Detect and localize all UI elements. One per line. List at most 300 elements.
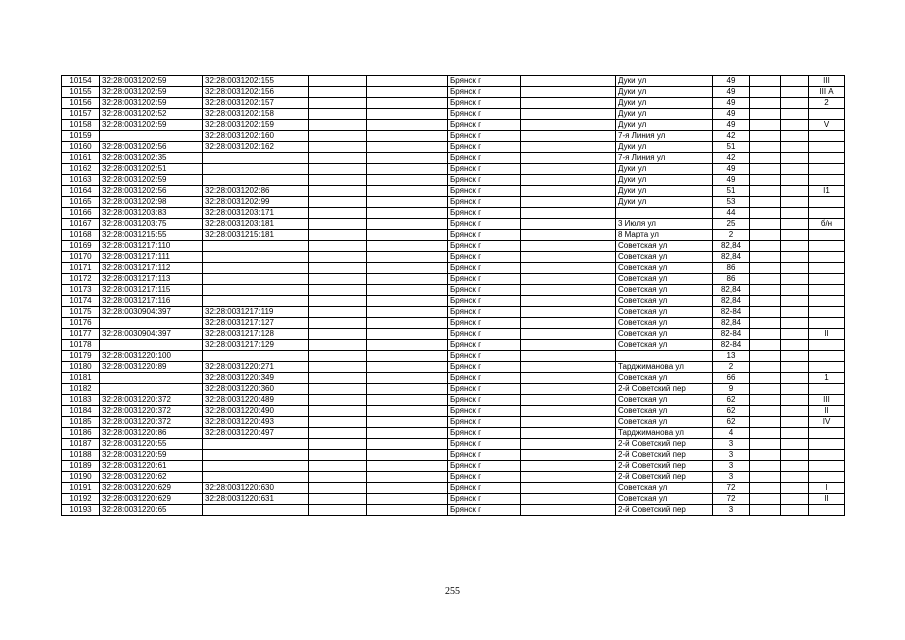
table-row bbox=[62, 87, 845, 98]
table-cell bbox=[809, 230, 845, 241]
table-cell: 32:28:0031220:372 bbox=[100, 395, 203, 406]
table-cell bbox=[367, 274, 448, 285]
table-cell: 32:28:0030904:397 bbox=[100, 329, 203, 340]
table-cell bbox=[781, 142, 809, 153]
table-cell bbox=[100, 384, 203, 395]
table-cell: 32:28:0031217:115 bbox=[100, 285, 203, 296]
table-cell bbox=[367, 384, 448, 395]
table-cell bbox=[809, 472, 845, 483]
table-cell bbox=[309, 153, 367, 164]
table-cell bbox=[781, 219, 809, 230]
table-cell: Советская ул bbox=[616, 285, 713, 296]
table-cell: Брянск г bbox=[448, 76, 521, 87]
table-row bbox=[62, 362, 845, 373]
table-cell: Брянск г bbox=[448, 241, 521, 252]
table-cell bbox=[309, 252, 367, 263]
table-cell: 32:28:0031217:129 bbox=[203, 340, 309, 351]
table-cell: 32:28:0031203:75 bbox=[100, 219, 203, 230]
table-cell bbox=[750, 98, 781, 109]
table-cell: 3 bbox=[713, 472, 750, 483]
table-cell: 25 bbox=[713, 219, 750, 230]
table-row bbox=[62, 395, 845, 406]
table-cell bbox=[809, 263, 845, 274]
table-cell bbox=[809, 439, 845, 450]
table-cell: 10184 bbox=[62, 406, 100, 417]
table-cell bbox=[781, 329, 809, 340]
table-cell: Советская ул bbox=[616, 494, 713, 505]
table-cell bbox=[809, 340, 845, 351]
table-cell: 49 bbox=[713, 87, 750, 98]
table-cell bbox=[309, 241, 367, 252]
table-cell bbox=[521, 142, 616, 153]
table-cell bbox=[309, 186, 367, 197]
table-cell bbox=[367, 241, 448, 252]
table-cell: 32:28:0031220:372 bbox=[100, 406, 203, 417]
table-cell bbox=[367, 87, 448, 98]
table-cell bbox=[521, 131, 616, 142]
table-cell: I1 bbox=[809, 186, 845, 197]
table-cell bbox=[367, 483, 448, 494]
table-cell bbox=[367, 109, 448, 120]
table-cell: 3 bbox=[713, 461, 750, 472]
table-cell bbox=[309, 98, 367, 109]
table-row bbox=[62, 373, 845, 384]
table-cell: 2-й Советский пер bbox=[616, 505, 713, 516]
table-cell: 10172 bbox=[62, 274, 100, 285]
table-cell bbox=[521, 373, 616, 384]
table-cell: б/н bbox=[809, 219, 845, 230]
table-cell bbox=[750, 175, 781, 186]
table-cell bbox=[309, 197, 367, 208]
table-cell: 10185 bbox=[62, 417, 100, 428]
table-cell bbox=[809, 164, 845, 175]
table-row bbox=[62, 461, 845, 472]
table-cell: 32:28:0031202:98 bbox=[100, 197, 203, 208]
table-cell: 2-й Советский пер bbox=[616, 384, 713, 395]
table-cell: 32:28:0031220:631 bbox=[203, 494, 309, 505]
table-cell: Советская ул bbox=[616, 340, 713, 351]
table-cell bbox=[367, 307, 448, 318]
table-cell bbox=[521, 439, 616, 450]
table-cell bbox=[203, 472, 309, 483]
table-cell: 32:28:0031202:35 bbox=[100, 153, 203, 164]
table-cell bbox=[203, 153, 309, 164]
table-row bbox=[62, 472, 845, 483]
table-cell bbox=[781, 450, 809, 461]
table-cell bbox=[521, 263, 616, 274]
table-cell: 62 bbox=[713, 395, 750, 406]
table-cell bbox=[521, 296, 616, 307]
table-cell: Дуки ул bbox=[616, 186, 713, 197]
table-cell: 10193 bbox=[62, 505, 100, 516]
table-cell bbox=[309, 285, 367, 296]
table-cell: Советская ул bbox=[616, 241, 713, 252]
table-cell bbox=[781, 296, 809, 307]
table-cell bbox=[781, 87, 809, 98]
table-cell bbox=[781, 428, 809, 439]
table-cell bbox=[521, 472, 616, 483]
table-cell: 3 bbox=[713, 439, 750, 450]
table-cell: 10186 bbox=[62, 428, 100, 439]
table-cell: 2 bbox=[713, 362, 750, 373]
table-cell bbox=[521, 252, 616, 263]
table-cell: 32:28:0031217:128 bbox=[203, 329, 309, 340]
table-cell bbox=[781, 263, 809, 274]
table-cell bbox=[750, 197, 781, 208]
table-cell bbox=[309, 351, 367, 362]
table-cell: 82,84 bbox=[713, 296, 750, 307]
table-cell bbox=[781, 417, 809, 428]
table-cell: 32:28:0031202:155 bbox=[203, 76, 309, 87]
table-cell: 1 bbox=[809, 373, 845, 384]
table-cell bbox=[616, 351, 713, 362]
table-cell bbox=[203, 274, 309, 285]
table-cell bbox=[781, 153, 809, 164]
table-cell bbox=[203, 351, 309, 362]
table-cell bbox=[203, 439, 309, 450]
table-cell bbox=[809, 241, 845, 252]
table-cell bbox=[100, 373, 203, 384]
table-row bbox=[62, 263, 845, 274]
table-row bbox=[62, 142, 845, 153]
table-cell bbox=[367, 219, 448, 230]
table-cell: 66 bbox=[713, 373, 750, 384]
table-cell: 82,84 bbox=[713, 252, 750, 263]
table-cell bbox=[309, 417, 367, 428]
table-cell: Брянск г bbox=[448, 307, 521, 318]
table-cell bbox=[781, 109, 809, 120]
table-row bbox=[62, 98, 845, 109]
table-cell bbox=[521, 351, 616, 362]
table-cell: Брянск г bbox=[448, 208, 521, 219]
table-cell bbox=[750, 505, 781, 516]
table-cell: Брянск г bbox=[448, 395, 521, 406]
table-cell bbox=[809, 296, 845, 307]
table-cell bbox=[309, 472, 367, 483]
table-cell: 10182 bbox=[62, 384, 100, 395]
table-cell bbox=[809, 142, 845, 153]
table-cell bbox=[781, 252, 809, 263]
table-cell: 10179 bbox=[62, 351, 100, 362]
table-cell bbox=[781, 439, 809, 450]
table-cell bbox=[367, 153, 448, 164]
table-cell: 44 bbox=[713, 208, 750, 219]
table-cell: 10183 bbox=[62, 395, 100, 406]
table-cell bbox=[750, 241, 781, 252]
table-cell: Дуки ул bbox=[616, 197, 713, 208]
table-cell bbox=[521, 329, 616, 340]
table-cell: 32:28:0031202:56 bbox=[100, 186, 203, 197]
table-cell: 32:28:0031220:349 bbox=[203, 373, 309, 384]
table-cell bbox=[367, 428, 448, 439]
table-cell bbox=[100, 340, 203, 351]
table-cell: 86 bbox=[713, 274, 750, 285]
table-cell: 3 bbox=[713, 505, 750, 516]
table-cell: 32:28:0031202:59 bbox=[100, 175, 203, 186]
table-cell bbox=[521, 318, 616, 329]
table-cell bbox=[367, 362, 448, 373]
table-cell: Дуки ул bbox=[616, 87, 713, 98]
table-row bbox=[62, 406, 845, 417]
table-row bbox=[62, 351, 845, 362]
table-cell bbox=[367, 472, 448, 483]
table-cell bbox=[521, 164, 616, 175]
table-cell: 51 bbox=[713, 142, 750, 153]
table-cell: Брянск г bbox=[448, 109, 521, 120]
table-cell bbox=[521, 428, 616, 439]
table-cell: II bbox=[809, 494, 845, 505]
table-cell bbox=[521, 175, 616, 186]
table-row bbox=[62, 219, 845, 230]
table-cell bbox=[750, 296, 781, 307]
table-cell: 32:28:0031215:55 bbox=[100, 230, 203, 241]
table-cell: Брянск г bbox=[448, 87, 521, 98]
table-cell: III bbox=[809, 395, 845, 406]
table-cell: Брянск г bbox=[448, 186, 521, 197]
table-cell bbox=[750, 318, 781, 329]
table-cell bbox=[521, 87, 616, 98]
table-cell bbox=[367, 208, 448, 219]
table-cell bbox=[521, 120, 616, 131]
table-cell bbox=[750, 494, 781, 505]
table-row bbox=[62, 186, 845, 197]
table-cell bbox=[367, 373, 448, 384]
table-cell: 10177 bbox=[62, 329, 100, 340]
table-cell: 32:28:0031202:99 bbox=[203, 197, 309, 208]
table-cell: I bbox=[809, 483, 845, 494]
table-cell bbox=[750, 164, 781, 175]
table-cell bbox=[521, 76, 616, 87]
table-cell: 13 bbox=[713, 351, 750, 362]
table-cell: 72 bbox=[713, 494, 750, 505]
table-cell bbox=[309, 384, 367, 395]
table-cell: Дуки ул bbox=[616, 164, 713, 175]
table-cell: 2-й Советский пер bbox=[616, 461, 713, 472]
table-row bbox=[62, 450, 845, 461]
table-cell: 42 bbox=[713, 153, 750, 164]
table-cell: Дуки ул bbox=[616, 120, 713, 131]
table-row bbox=[62, 428, 845, 439]
table-cell: 10169 bbox=[62, 241, 100, 252]
table-cell: 32:28:0031202:162 bbox=[203, 142, 309, 153]
table-cell: Советская ул bbox=[616, 373, 713, 384]
table-cell: Брянск г bbox=[448, 263, 521, 274]
table-cell: 49 bbox=[713, 98, 750, 109]
table-cell: Советская ул bbox=[616, 296, 713, 307]
table-cell: Брянск г bbox=[448, 373, 521, 384]
table-cell: Брянск г bbox=[448, 461, 521, 472]
table-cell bbox=[781, 395, 809, 406]
table-cell bbox=[750, 230, 781, 241]
table-cell bbox=[809, 384, 845, 395]
table-row bbox=[62, 252, 845, 263]
table-row bbox=[62, 197, 845, 208]
table-cell bbox=[521, 285, 616, 296]
table-cell bbox=[750, 219, 781, 230]
table-cell: Брянск г bbox=[448, 472, 521, 483]
table-cell bbox=[781, 131, 809, 142]
table-cell bbox=[781, 175, 809, 186]
table-cell bbox=[309, 505, 367, 516]
table-cell: 10161 bbox=[62, 153, 100, 164]
table-cell: Брянск г bbox=[448, 153, 521, 164]
table-cell: 10190 bbox=[62, 472, 100, 483]
table-cell: 10167 bbox=[62, 219, 100, 230]
table-cell: 82-84 bbox=[713, 307, 750, 318]
table-cell: Брянск г bbox=[448, 175, 521, 186]
table-cell bbox=[750, 252, 781, 263]
table-cell bbox=[750, 307, 781, 318]
table-cell bbox=[781, 197, 809, 208]
table-row bbox=[62, 164, 845, 175]
table-cell: 10174 bbox=[62, 296, 100, 307]
table-cell bbox=[521, 395, 616, 406]
table-row bbox=[62, 285, 845, 296]
table-cell: 10173 bbox=[62, 285, 100, 296]
table-cell: 32:28:0031220:490 bbox=[203, 406, 309, 417]
table-cell bbox=[750, 153, 781, 164]
table-cell bbox=[781, 120, 809, 131]
table-cell: 10187 bbox=[62, 439, 100, 450]
table-cell bbox=[750, 329, 781, 340]
table-cell: Брянск г bbox=[448, 120, 521, 131]
table-cell bbox=[781, 230, 809, 241]
table-cell: 32:28:0031220:55 bbox=[100, 439, 203, 450]
table-cell: 10157 bbox=[62, 109, 100, 120]
table-cell: 32:28:0031217:113 bbox=[100, 274, 203, 285]
table-cell bbox=[309, 76, 367, 87]
table-cell bbox=[809, 109, 845, 120]
table-row bbox=[62, 318, 845, 329]
table-cell bbox=[309, 142, 367, 153]
table-cell bbox=[203, 263, 309, 274]
table-cell bbox=[203, 241, 309, 252]
table-cell bbox=[309, 263, 367, 274]
table-cell: Брянск г bbox=[448, 505, 521, 516]
table-cell bbox=[309, 296, 367, 307]
table-cell bbox=[309, 406, 367, 417]
table-cell bbox=[309, 362, 367, 373]
table-cell bbox=[367, 131, 448, 142]
table-cell: 10188 bbox=[62, 450, 100, 461]
table-cell bbox=[809, 285, 845, 296]
table-cell bbox=[750, 439, 781, 450]
table-cell: 32:28:0031220:62 bbox=[100, 472, 203, 483]
table-cell bbox=[309, 373, 367, 384]
table-cell bbox=[750, 131, 781, 142]
table-cell: 10168 bbox=[62, 230, 100, 241]
table-cell: 32:28:0031202:59 bbox=[100, 120, 203, 131]
table-cell bbox=[521, 241, 616, 252]
table-cell: 2-й Советский пер bbox=[616, 450, 713, 461]
table-cell bbox=[809, 362, 845, 373]
table-cell bbox=[367, 329, 448, 340]
table-cell: 32:28:0031203:171 bbox=[203, 208, 309, 219]
table-cell: 2 bbox=[809, 98, 845, 109]
table-cell: Советская ул bbox=[616, 417, 713, 428]
table-cell bbox=[367, 318, 448, 329]
table-cell: Советская ул bbox=[616, 274, 713, 285]
table-cell: 82-84 bbox=[713, 340, 750, 351]
table-cell bbox=[309, 230, 367, 241]
table-cell: 10170 bbox=[62, 252, 100, 263]
table-cell bbox=[809, 461, 845, 472]
table-cell bbox=[309, 109, 367, 120]
table-cell: 10176 bbox=[62, 318, 100, 329]
table-cell: 32:28:0031203:83 bbox=[100, 208, 203, 219]
table-row bbox=[62, 153, 845, 164]
table-cell: 32:28:0031202:160 bbox=[203, 131, 309, 142]
table-cell bbox=[616, 208, 713, 219]
table-cell bbox=[750, 142, 781, 153]
table-cell: 10189 bbox=[62, 461, 100, 472]
table-cell bbox=[367, 296, 448, 307]
table-cell bbox=[367, 494, 448, 505]
table-cell: Брянск г bbox=[448, 142, 521, 153]
table-cell: Брянск г bbox=[448, 483, 521, 494]
table-cell bbox=[521, 505, 616, 516]
table-cell bbox=[809, 197, 845, 208]
table-cell bbox=[309, 131, 367, 142]
table-cell: Советская ул bbox=[616, 329, 713, 340]
table-cell bbox=[367, 76, 448, 87]
table-cell: 32:28:0031202:52 bbox=[100, 109, 203, 120]
table-cell bbox=[367, 439, 448, 450]
table-cell: 32:28:0031217:111 bbox=[100, 252, 203, 263]
table-cell bbox=[309, 120, 367, 131]
table-cell: 32:28:0031217:127 bbox=[203, 318, 309, 329]
table-cell bbox=[809, 153, 845, 164]
table-row bbox=[62, 230, 845, 241]
table-cell bbox=[750, 351, 781, 362]
table-cell: 10191 bbox=[62, 483, 100, 494]
table-cell bbox=[809, 318, 845, 329]
table-cell: Тарджиманова ул bbox=[616, 428, 713, 439]
table-cell: 9 bbox=[713, 384, 750, 395]
table-cell: 62 bbox=[713, 417, 750, 428]
table-cell: 82-84 bbox=[713, 329, 750, 340]
table-cell bbox=[309, 87, 367, 98]
table-cell bbox=[521, 219, 616, 230]
table-cell: 10171 bbox=[62, 263, 100, 274]
table-cell: Советская ул bbox=[616, 406, 713, 417]
table-cell: IV bbox=[809, 417, 845, 428]
table-cell: 82,84 bbox=[713, 241, 750, 252]
table-cell bbox=[309, 208, 367, 219]
table-cell: 4 bbox=[713, 428, 750, 439]
table-cell bbox=[750, 76, 781, 87]
table-cell: 32:28:0031220:100 bbox=[100, 351, 203, 362]
table-cell bbox=[521, 307, 616, 318]
table-cell bbox=[781, 98, 809, 109]
table-cell: 10181 bbox=[62, 373, 100, 384]
table-cell: 32:28:0031202:86 bbox=[203, 186, 309, 197]
table-cell bbox=[750, 120, 781, 131]
table-cell bbox=[781, 307, 809, 318]
table-cell: Брянск г bbox=[448, 406, 521, 417]
table-cell bbox=[309, 318, 367, 329]
table-cell: 32:28:0031220:86 bbox=[100, 428, 203, 439]
table-cell: 32:28:0031202:51 bbox=[100, 164, 203, 175]
table-cell bbox=[367, 450, 448, 461]
table-cell: 49 bbox=[713, 164, 750, 175]
table-cell bbox=[781, 241, 809, 252]
table-cell: Советская ул bbox=[616, 252, 713, 263]
table-row bbox=[62, 76, 845, 87]
table-cell: Брянск г bbox=[448, 450, 521, 461]
table-cell bbox=[809, 131, 845, 142]
registry-table bbox=[61, 75, 845, 516]
